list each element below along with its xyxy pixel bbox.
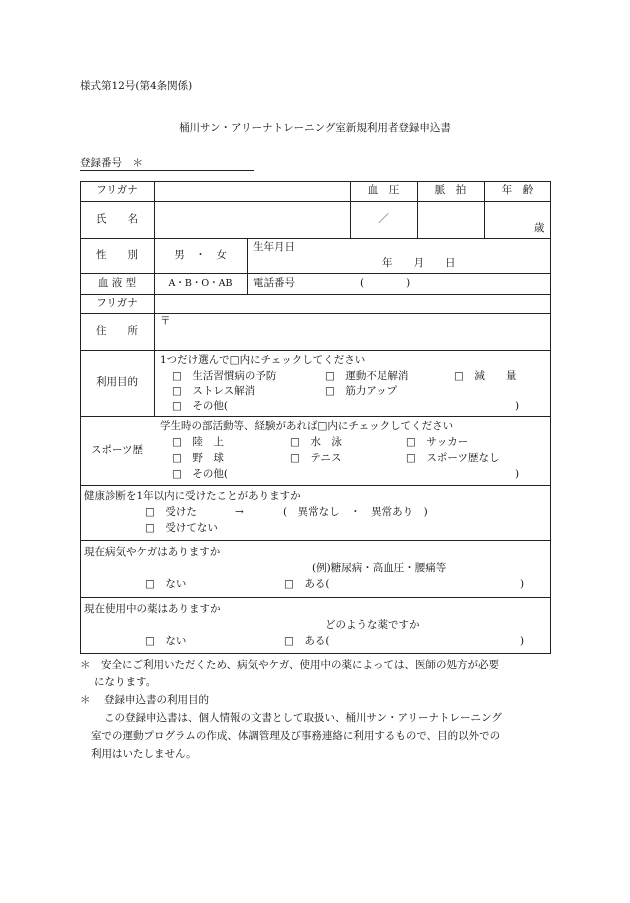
note1-line2: になります。 (94, 676, 157, 688)
address-field[interactable] (175, 316, 549, 348)
pulse-label: 脈 拍 (434, 184, 467, 197)
purpose-instruction: 1つだけ選んで□内にチェックしてください (160, 354, 366, 366)
purpose-option-other[interactable]: □ その他( (172, 400, 229, 412)
registration-number-label: 登録番号 ＊ (80, 157, 143, 169)
registration-number-field[interactable] (80, 170, 254, 171)
illness-yes[interactable]: □ ある( (284, 578, 330, 590)
purpose-other-close: ) (515, 400, 520, 412)
form-title: 桶川サン・アリーナトレーニング室新規利用者登録申込書 (179, 122, 451, 134)
purpose-option-weight-loss[interactable]: □ 減 量 (454, 370, 517, 382)
age-unit: 歳 (534, 222, 545, 234)
sex-label: 性 別 (96, 248, 138, 261)
arrow-icon: → (235, 506, 244, 518)
blood-pressure-field[interactable]: ／ (378, 212, 389, 225)
sports-option-baseball[interactable]: □ 野 球 (172, 452, 224, 464)
purpose-label: 利用目的 (96, 376, 138, 389)
medicine-close: ) (520, 635, 525, 647)
illness-close: ) (520, 578, 525, 590)
note2-heading: 登録申込書の利用目的 (104, 694, 209, 706)
health-check-yes[interactable]: □ 受けた (145, 506, 197, 518)
birthdate-label: 生年月日 (253, 241, 295, 253)
blood-type-options[interactable]: A・B・O・AB (168, 277, 233, 289)
name-field[interactable] (155, 202, 349, 237)
illness-question: 現在病気やケガはありますか (84, 546, 221, 558)
phone-label: 電話番号 (253, 277, 295, 289)
note2-line1: この登録申込書は、個人情報の文書として取扱い、桶川サン・アリーナトレーニング (104, 712, 502, 724)
medicine-question: 現在使用中の薬はありますか (84, 603, 221, 615)
pulse-field[interactable] (418, 202, 483, 237)
note2-line2: 室での運動プログラムの作成、体調管理及び事務連絡に利用するもので、目的以外での (91, 730, 501, 742)
note1-line1: 安全にご利用いただくため、病気やケガ、使用中の薬によっては、医師の処方が必要 (101, 659, 499, 671)
health-check-result[interactable]: ( 異常なし ・ 異常あり ) (283, 506, 428, 518)
note2-line3: 利用はいたしません。 (91, 748, 197, 760)
name-label: 氏 名 (96, 212, 138, 225)
address-label: 住 所 (96, 324, 138, 337)
blood-type-label: 血 液 型 (97, 276, 137, 289)
medicine-example: どのような薬ですか (325, 619, 420, 631)
note1-mark: ＊ (80, 659, 91, 671)
age-label: 年 齢 (501, 184, 534, 197)
medicine-no[interactable]: □ ない (145, 635, 187, 647)
postal-mark: 〒 (160, 315, 171, 327)
sports-history-label: スポーツ歴 (90, 443, 144, 456)
illness-example: (例)糖尿病・高血圧・腰痛等 (312, 562, 447, 574)
birthdate-field[interactable]: 年 月 日 (382, 257, 456, 269)
sports-instruction: 学生時の部活動等、経験があれば□内にチェックしてください (160, 420, 454, 432)
blood-pressure-label: 血 圧 (367, 184, 400, 197)
furigana-field[interactable] (155, 182, 349, 200)
health-check-no[interactable]: □ 受けてない (145, 522, 218, 534)
form-number: 様式第12号(第4条関係) (80, 80, 193, 92)
sports-option-none[interactable]: □ スポーツ歴なし (406, 452, 500, 464)
purpose-option-exercise[interactable]: □ 運動不足解消 (325, 370, 409, 382)
purpose-option-stress[interactable]: □ ストレス解消 (172, 385, 256, 397)
purpose-option-muscle[interactable]: □ 筋力アップ (325, 385, 398, 397)
medicine-yes[interactable]: □ ある( (284, 635, 330, 647)
illness-no[interactable]: □ ない (145, 578, 187, 590)
sports-option-track[interactable]: □ 陸 上 (172, 436, 224, 448)
sports-option-other[interactable]: □ その他( (172, 468, 229, 480)
furigana-label: フリガナ (96, 184, 138, 197)
sports-option-tennis[interactable]: □ テニス (290, 452, 342, 464)
address-furigana-field[interactable] (155, 295, 550, 312)
sports-other-close: ) (515, 468, 520, 480)
sports-option-soccer[interactable]: □ サッカー (406, 436, 469, 448)
health-check-question: 健康診断を1年以内に受けたことがありますか (84, 490, 301, 502)
purpose-option-lifestyle[interactable]: □ 生活習慣病の予防 (172, 370, 277, 382)
phone-field[interactable]: ( ) (360, 277, 411, 289)
sex-options[interactable]: 男 ・ 女 (174, 248, 227, 261)
address-furigana-label: フリガナ (96, 296, 138, 309)
note2-mark: ＊ (80, 694, 91, 706)
sports-option-swimming[interactable]: □ 水 泳 (290, 436, 342, 448)
